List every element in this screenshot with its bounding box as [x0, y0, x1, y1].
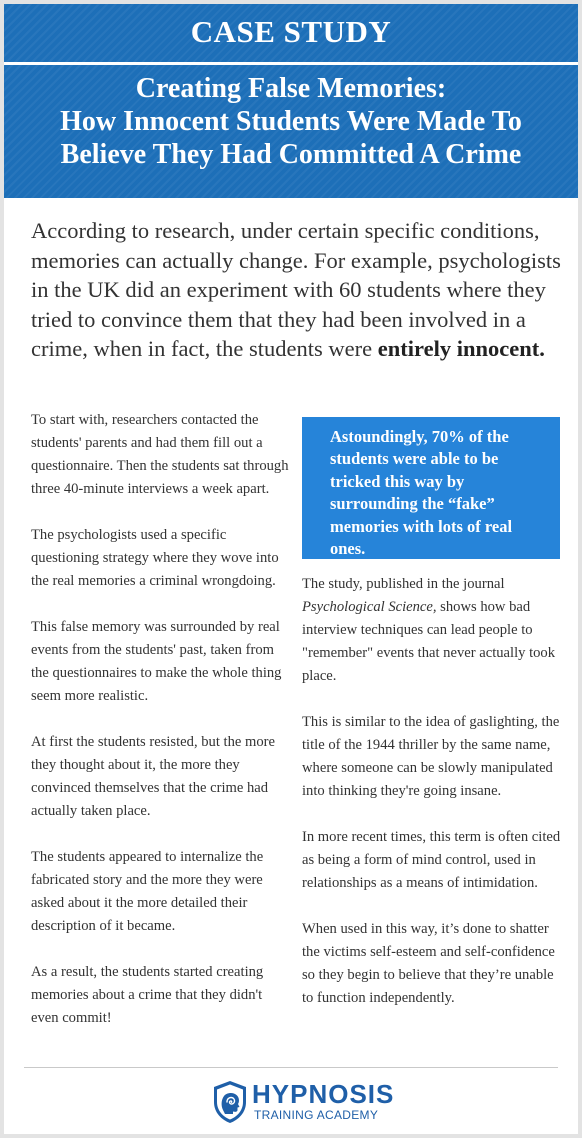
header-banner: [4, 4, 578, 198]
callout-box: [302, 417, 560, 559]
right-paragraph-2: This is similar to the idea of gaslighting, the title of the 1944 thriller by the same name, where someone can be slowly manipulated into thinking they're going insane.: [302, 714, 560, 799]
left-paragraph-5: The students appeared to internalize the fabricated story and the more they were asked about it the more detailed their description of it became.: [31, 849, 264, 934]
footer-divider: [24, 1067, 558, 1068]
page-title: [4, 72, 578, 171]
study-text-after: shows how bad interview techniques can lead people to "remember" events that never actually took place.: [302, 599, 556, 684]
right-paragraph-1: [302, 573, 564, 688]
intro-text: According to research, under certain specific conditions, memories can actually change. For example, psychologists in the UK did an experiment with 60 students where they tried to convince them that they had been involved in a crime, when in fact, the students were: [31, 218, 561, 361]
left-paragraph-6: As a result, the students started creating memories about a crime that they didn't even commit!: [31, 964, 264, 1026]
intro-paragraph: [31, 216, 561, 364]
logo-tagline: TRAINING ACADEMY: [254, 1108, 379, 1122]
journal-name: Psychological Science,: [302, 599, 437, 615]
header-divider: [4, 62, 578, 65]
left-column: [31, 409, 293, 1053]
left-paragraph-1: To start with, researchers contacted the students' parents and had them fill out a questionnaire. Then the students sat through three 40-minute interviews a week apart.: [31, 412, 289, 497]
left-paragraph-3: This false memory was surrounded by real events from the students' past, taken from the questionnaires to make the whole thing seem more realistic.: [31, 619, 282, 704]
title-line-1: Creating False Memories:: [135, 73, 447, 104]
title-line-2: How Innocent Students Were Made To: [60, 106, 522, 137]
case-study-label: CASE STUDY: [190, 14, 392, 49]
left-paragraph-2: The psychologists used a specific questioning strategy where they wove into the real memories a criminal wrongdoing.: [31, 527, 279, 589]
left-paragraph-4: At first the students resisted, but the more they thought about it, the more they convinced themselves that the crime had actually taken place.: [31, 734, 275, 819]
brand-logo: [212, 1079, 395, 1126]
right-paragraph-3: In more recent times, this term is often cited as being a form of mind control, used in relationships as a means of intimidation.: [302, 829, 561, 891]
right-column: [302, 573, 564, 1033]
intro-emphasis: entirely innocent.: [377, 336, 545, 361]
study-text-before: The study, published in the journal: [302, 576, 505, 592]
title-line-3: Believe They Had Committed A Crime: [60, 139, 522, 170]
callout-text: Astoundingly, 70% of the students were able to be tricked this way by surrounding the “fake” memories with lots of real ones.: [330, 427, 513, 559]
infographic-page: [4, 4, 578, 1134]
logo-wordmark: HYPNOSIS: [252, 1079, 395, 1109]
right-paragraph-4: When used in this way, it’s done to shatter the victims self-esteem and self-confidence so they begin to believe that they’re unable to function independently.: [302, 921, 555, 1006]
head-shield-icon: [212, 1080, 248, 1124]
